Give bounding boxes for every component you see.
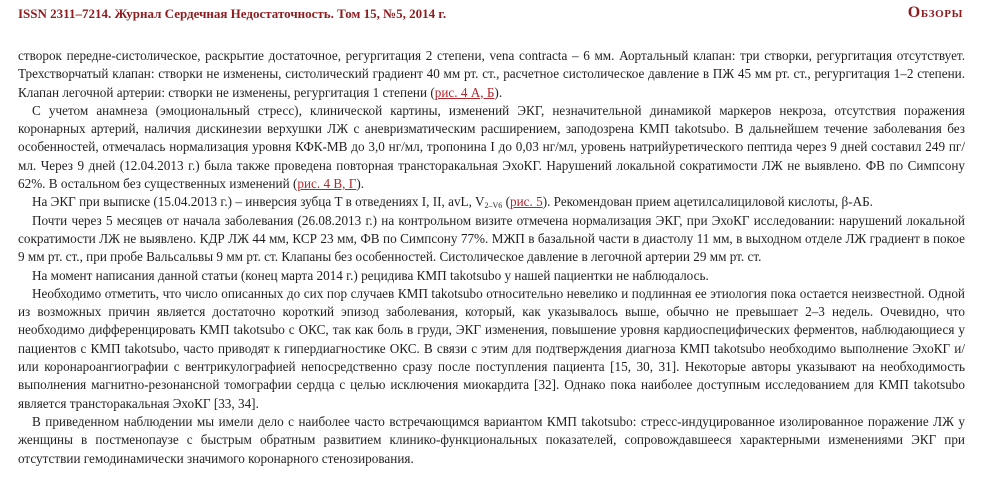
paragraph: Необходимо отметить, что число описанных до сих пор случаев КМП takotsubo относительно невелико и подлинная ее этиология пока остается неизвестной. Одной из возможных причин является достаточно короткий эпизод заболевания, который, как указывалось выше, обычно не превышает 2–3 недель. Очевидно, что необходимо дифференцировать КМП takotsubo с ОКС, так как боль в груди, ЭКГ изменения, повышение уровня кардиоспецифических ферментов, наблюдающиеся у пациентов с КМП takotsubo, часто приводят к гипердиагностике ОКС. В связи с этим для подтверждения диагноза КМП takotsubo необходимо выполнение ЭхоКГ и/или коронароангиографии с вентрикулографией непосредственно сразу после поступления пациента [15, 30, 31]. Некоторые авторы указывают на необходимость выполнения магнитно-резонансной томографии сердца с целью исключения миокардита [32]. Однако пока наиболее доступным исследованием для КМП takotsubo является трансторакальная ЭхоКГ [33, 34].: [18, 285, 965, 411]
paragraph-text: ).: [356, 176, 365, 192]
paragraph-text: створок передне-систолическое, раскрытие достаточное, регургитация 2 степени, vena contracta – 6 мм. Аортальный клапан: три створки, регургитация отсутствует. Трехстворчатый клапан: створки не изменены, систолический градиент 40 мм рт. ст., расчетное систолическое давление в ПЖ 45 мм рт. ст., регургитация 1–2 степени. Клапан легочной артерии: створки не изменены, регургитация 1 степени (: [18, 48, 965, 100]
lead-subscript: 2–V6: [484, 201, 503, 211]
paragraph: [18, 47, 965, 102]
paragraph-text: ).: [494, 84, 503, 100]
paragraph: [18, 102, 965, 193]
running-header: [18, 6, 963, 24]
paragraph: Почти через 5 месяцев от начала заболевания (26.08.2013 г.) на контрольном визите отмечена нормализация ЭКГ, при ЭхоКГ исследовании: нарушений локальной сократимости ЛЖ не выявлено. КДР ЛЖ 44 мм, КСР 23 мм, ФВ по Симпсону 77%. МЖП в базальной части в диастолу 11 мм, в выходном отделе ЛЖ градиент в покое 9 мм рт. ст., при пробе Вальсальвы 9 мм рт. ст. Клапаны без особенностей. Систолическое давление в легочной артерии 29 мм рт. ст.: [18, 212, 965, 265]
paragraph-text: (: [502, 194, 510, 210]
paragraph: На момент написания данной статьи (конец марта 2014 г.) рецидива КМП takotsubo у нашей пациентки не наблюдалось.: [32, 267, 709, 283]
figure-link-4vg[interactable]: рис. 4 В, Г: [297, 176, 357, 192]
section-title: Обзоры: [907, 4, 963, 21]
paragraph-text: На ЭКГ при выписке (15.04.2013 г.) – инверсия зубца T в отведениях I, II, avL, V: [32, 194, 485, 210]
paragraph-text: ). Рекомендован прием ацетилсалициловой кислоты, β-АБ.: [542, 194, 873, 210]
paragraph: В приведенном наблюдении мы имели дело с наиболее часто встречающимся вариантом КМП takotsubo: стресс-индуцированное изолированное поражение ЛЖ у женщины в постменопаузе с быстрым обратным развитием клинико-функциональных показателей, сопровождавшееся характерными изменениями ЭКГ при отсутствии гемодинамически значимого коронарного стенозирования.: [18, 413, 965, 466]
journal-title: ISSN 2311–7214. Журнал Сердечная Недостаточность. Том 15, №5, 2014 г.: [18, 6, 447, 21]
figure-link-5[interactable]: рис. 5: [509, 194, 543, 210]
article-body: [18, 47, 965, 468]
paragraph: [18, 193, 965, 211]
figure-link-4ab[interactable]: рис. 4 А, Б: [434, 84, 495, 100]
paragraph-text: С учетом анамнеза (эмоциональный стресс), клинической картины, изменений ЭКГ, незначительной динамикой маркеров некроза, отсутствия поражения коронарных артерий, наличия дискинезии верхушки ЛЖ с аневризматическим расширением, заподозрена КМП takotsubo. В дальнейшем течение заболевания без особенностей, отмечалась нормализация уровня КФК-МВ до 3,0 нг/мл, тропонина I до 0,03 нг/мл, уровень натрийуретического пептида через 9 дней составил 249 пг/мл. Через 9 дней (12.04.2013 г.) была также проведена повторная трансторакальная ЭхоКГ. Нарушений локальной сократимости ЛЖ не выявлено. ФВ по Симпсону 62%. В остальном без существенных изменений (: [18, 102, 965, 192]
